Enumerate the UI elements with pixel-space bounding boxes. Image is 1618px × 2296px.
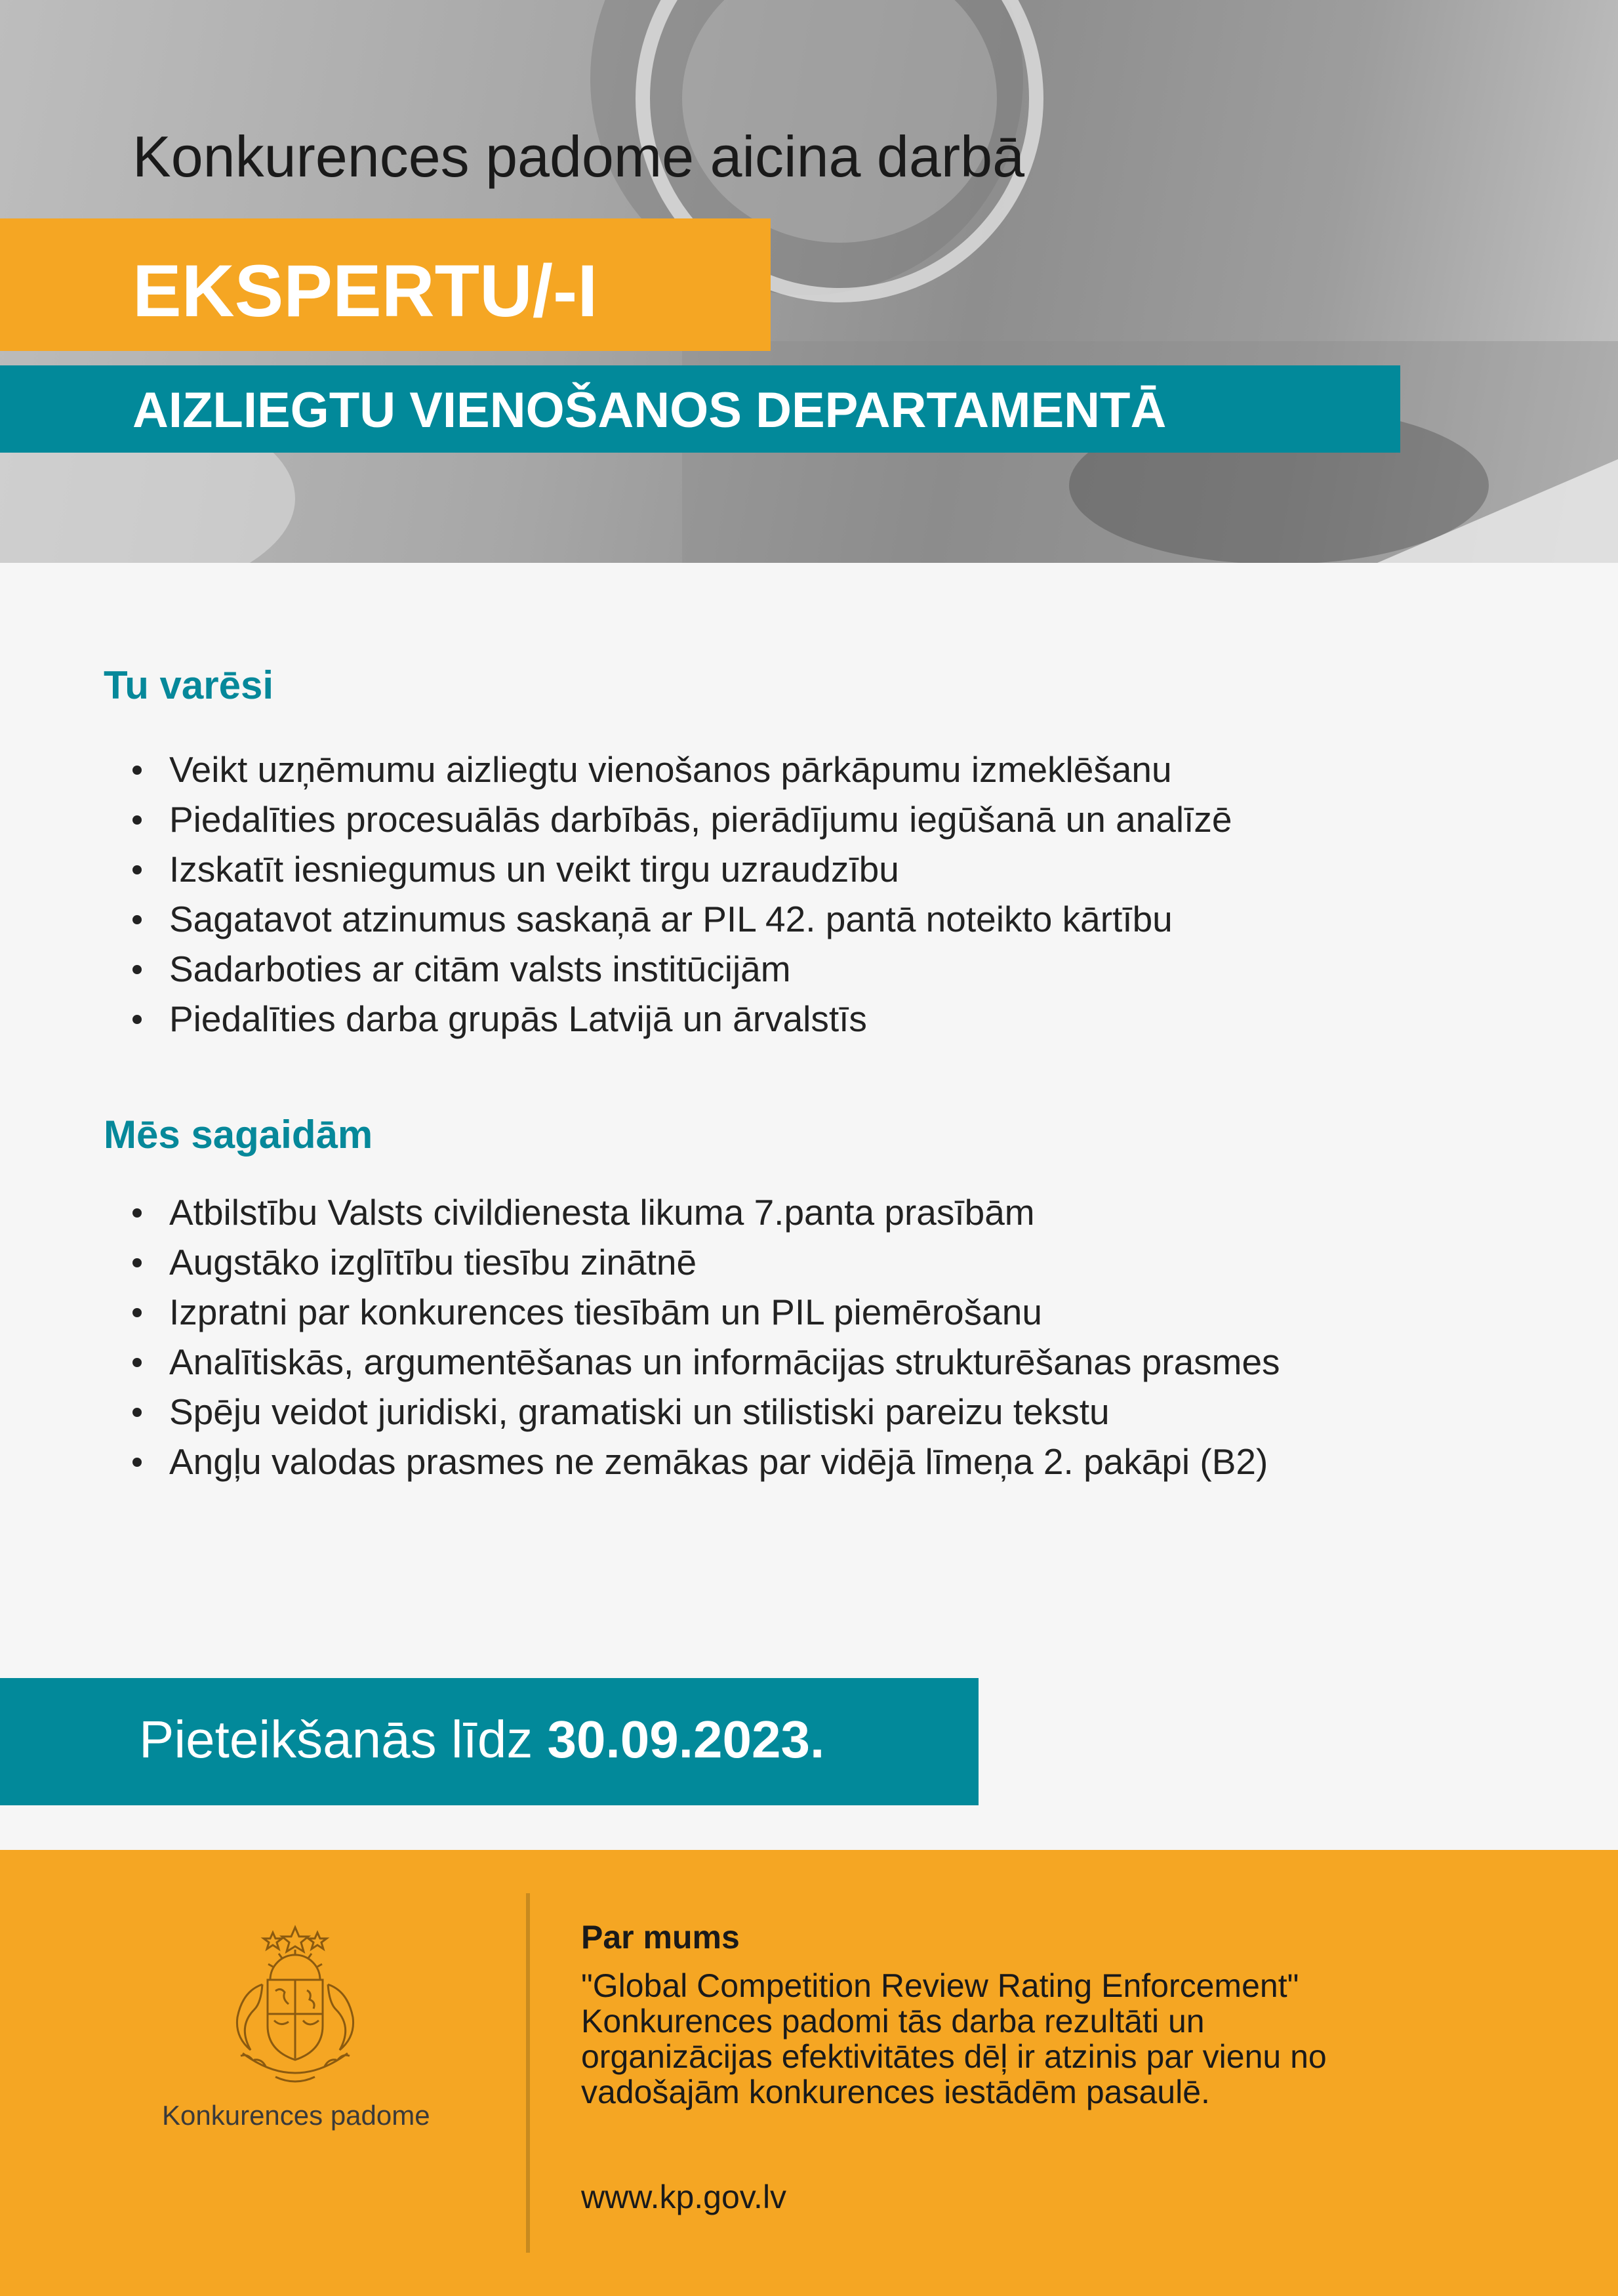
list-item: Atbilstību Valsts civildienesta likuma 7.panta prasībām [129,1187,1280,1237]
bullet-icon [132,1015,142,1024]
bullet-icon [132,865,142,874]
list-item: Izpratni par konkurences tiesībām un PIL piemērošanu [129,1287,1280,1337]
footer [0,1850,1618,2296]
list-item: Piedalīties procesuālās darbībās, pierādījumu iegūšanā un analīzē [129,794,1232,844]
list-item: Sadarboties ar citām valsts institūcijām [129,944,1232,994]
bullet-icon [132,1258,142,1267]
list-item: Piedalīties darba grupās Latvijā un ārvalstīs [129,994,1232,1044]
bullet-icon [132,1458,142,1467]
bullet-icon [132,766,142,775]
list-item: Izskatīt iesniegumus un veikt tirgu uzraudzību [129,844,1232,894]
about-text: "Global Competition Review Rating Enforcement" Konkurences padomi tās darba rezultāti un organizācijas efektivitātes dēļ ir atzinis par vienu no vadošajām konkurences iestādēm pasaulē. [581,1967,1327,2110]
coat-of-arms-logo [216,1922,374,2086]
list-item: Sagatavot atzinumus saskaņā ar PIL 42. pantā noteikto kārtību [129,894,1232,944]
bullet-icon [132,965,142,974]
list-item: Veikt uzņēmumu aizliegtu vienošanos pārkāpumu izmeklēšanu [129,745,1232,794]
section-heading-tasks: Tu varēsi [104,663,274,707]
position-banner [0,218,771,351]
position-title: EKSPERTU/-I [132,250,598,332]
deadline-date: 30.09.2023. [547,1710,825,1769]
tasks-list [129,745,1232,1044]
footer-divider [526,1893,530,2253]
organization-name: Konkurences padome [162,2100,430,2131]
department-banner [0,365,1400,453]
bullet-icon [132,1358,142,1367]
list-item: Augstāko izglītību tiesību zinātnē [129,1237,1280,1287]
page-title: Konkurences padome aicina darbā [132,124,1025,189]
hero-banner [0,0,1618,563]
section-heading-requirements: Mēs sagaidām [104,1113,373,1157]
deadline-text [139,1710,824,1770]
deadline-banner [0,1678,979,1805]
website-link[interactable]: www.kp.gov.lv [581,2179,787,2215]
deadline-label: Pieteikšanās līdz [139,1710,548,1769]
requirements-list [129,1187,1280,1486]
bullet-icon [132,1308,142,1317]
about-title: Par mums [581,1919,740,1956]
bullet-icon [132,815,142,825]
list-item: Spēju veidot juridiski, gramatiski un stilistiski pareizu tekstu [129,1387,1280,1437]
list-item: Angļu valodas prasmes ne zemākas par vidējā līmeņa 2. pakāpi (B2) [129,1437,1280,1486]
department-title: AIZLIEGTU VIENOŠANOS DEPARTAMENTĀ [132,382,1167,438]
bullet-icon [132,915,142,924]
bullet-icon [132,1208,142,1218]
list-item: Analītiskās, argumentēšanas un informācijas strukturēšanas prasmes [129,1337,1280,1387]
bullet-icon [132,1408,142,1417]
